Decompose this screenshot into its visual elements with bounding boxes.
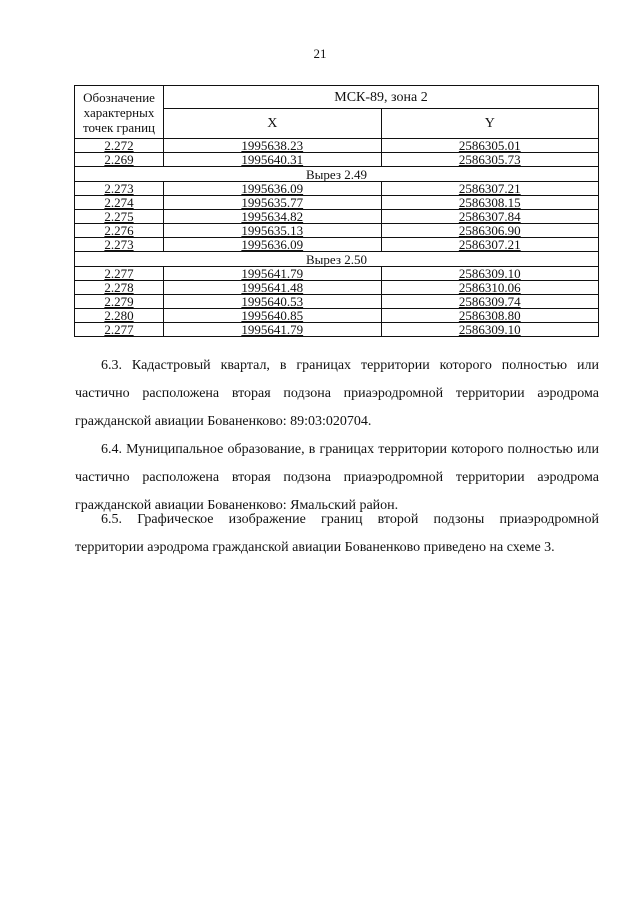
coordinate-system-header: МСК-89, зона 2	[164, 86, 599, 109]
x-cell: 1995641.48	[164, 281, 382, 295]
table-row	[75, 267, 599, 281]
y-cell: 2586307.21	[381, 238, 599, 252]
table-row	[75, 182, 599, 196]
point-cell: 2.269	[75, 153, 164, 167]
y-cell: 2586308.80	[381, 309, 599, 323]
x-cell: 1995636.09	[164, 238, 382, 252]
x-cell: 1995636.09	[164, 182, 382, 196]
point-cell: 2.272	[75, 139, 164, 153]
y-cell: 2586309.10	[381, 267, 599, 281]
point-label-header: Обозначение характерных точек границ	[75, 86, 164, 139]
x-cell: 1995640.53	[164, 295, 382, 309]
table-row	[75, 210, 599, 224]
coordinates-table	[74, 85, 599, 337]
table-row	[75, 309, 599, 323]
group-row	[75, 252, 599, 267]
point-cell: 2.276	[75, 224, 164, 238]
point-cell: 2.277	[75, 323, 164, 337]
paragraph-6-4: 6.4. Муниципальное образование, в границах территории которого полностью или частично расположена вторая подзона приаэродромной территории аэродрома гражданской авиации Бованенково: Ямальский район.	[75, 442, 599, 513]
group-title: Вырез 2.49	[75, 167, 599, 182]
point-cell: 2.277	[75, 267, 164, 281]
table-row	[75, 224, 599, 238]
y-cell: 2586308.15	[381, 196, 599, 210]
paragraph-6-3: 6.3. Кадастровый квартал, в границах территории которого полностью или частично расположена вторая подзона приаэродромной территории аэродрома гражданской авиации Бованенково: 89:03:020704.	[75, 358, 599, 429]
y-cell: 2586305.01	[381, 139, 599, 153]
x-cell: 1995640.85	[164, 309, 382, 323]
point-cell: 2.273	[75, 182, 164, 196]
y-cell: 2586309.74	[381, 295, 599, 309]
point-cell: 2.275	[75, 210, 164, 224]
y-cell: 2586309.10	[381, 323, 599, 337]
y-cell: 2586306.90	[381, 224, 599, 238]
x-cell: 1995641.79	[164, 323, 382, 337]
x-column-header: X	[164, 109, 382, 139]
y-cell: 2586310.06	[381, 281, 599, 295]
page-number: 21	[313, 46, 327, 61]
table-row	[75, 153, 599, 167]
x-cell: 1995638.23	[164, 139, 382, 153]
point-cell: 2.280	[75, 309, 164, 323]
y-column-header: Y	[381, 109, 599, 139]
point-cell: 2.279	[75, 295, 164, 309]
x-cell: 1995641.79	[164, 267, 382, 281]
table-row	[75, 139, 599, 153]
x-cell: 1995635.77	[164, 196, 382, 210]
table-body	[75, 139, 599, 337]
y-cell: 2586307.84	[381, 210, 599, 224]
table-row	[75, 238, 599, 252]
table-row	[75, 196, 599, 210]
x-cell: 1995640.31	[164, 153, 382, 167]
paragraph-6-5: 6.5. Графическое изображение границ второй подзоны приаэродромной территории аэродрома гражданской авиации Бованенково приведено на схеме 3.	[75, 512, 599, 555]
point-cell: 2.274	[75, 196, 164, 210]
table-row	[75, 323, 599, 337]
point-cell: 2.273	[75, 238, 164, 252]
table-row	[75, 295, 599, 309]
point-cell: 2.278	[75, 281, 164, 295]
y-cell: 2586305.73	[381, 153, 599, 167]
group-row	[75, 167, 599, 182]
table-row	[75, 281, 599, 295]
x-cell: 1995635.13	[164, 224, 382, 238]
x-cell: 1995634.82	[164, 210, 382, 224]
y-cell: 2586307.21	[381, 182, 599, 196]
group-title: Вырез 2.50	[75, 252, 599, 267]
